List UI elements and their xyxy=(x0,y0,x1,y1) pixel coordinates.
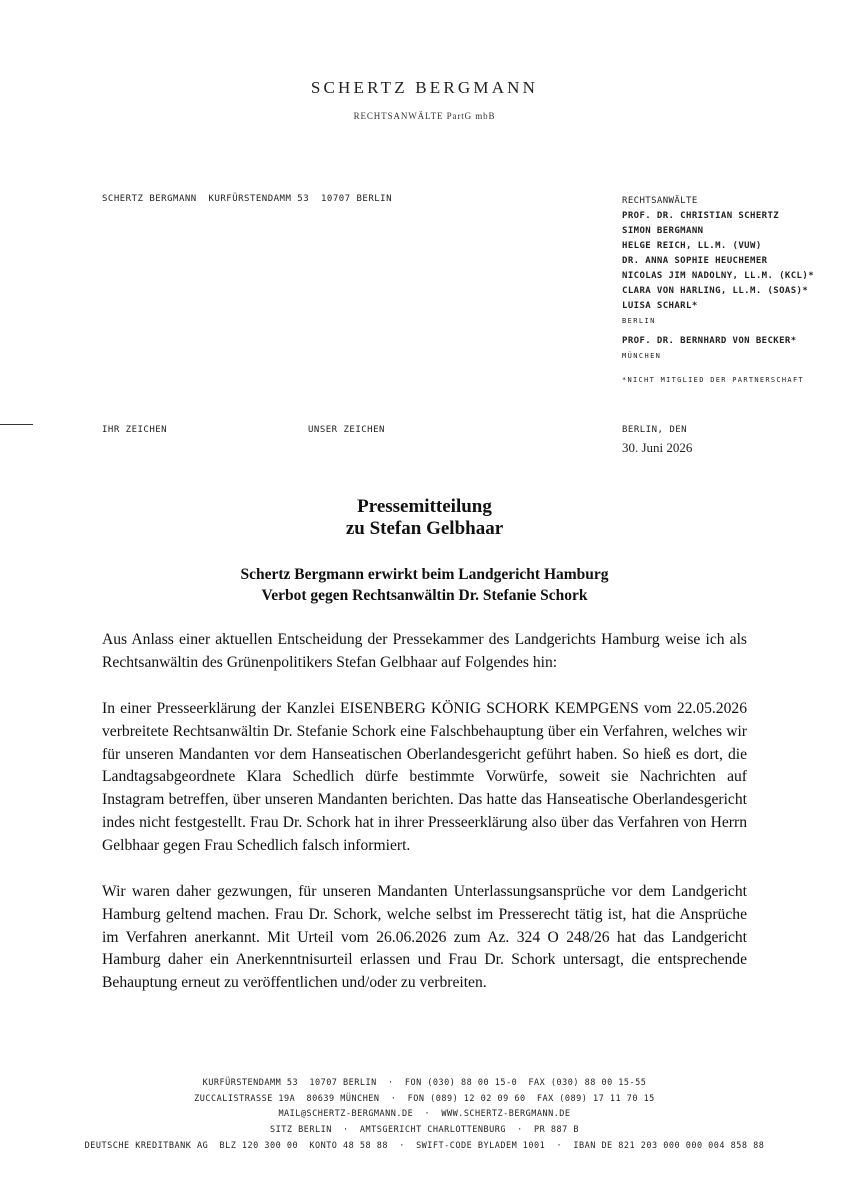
footer-line: KURFÜRSTENDAMM 53 10707 BERLIN · FON (030) 88 00 15-0 FAX (030) 88 00 15-55 xyxy=(202,1078,647,1088)
footer-line: SITZ BERLIN · AMTSGERICHT CHARLOTTENBURG · PR 887 B xyxy=(270,1125,579,1136)
unser-zeichen-label: UNSER ZEICHEN xyxy=(308,425,385,435)
subtitle-line: Verbot gegen Rechtsanwältin Dr. Stefanie Schork xyxy=(261,587,588,604)
partner-name: LUISA SCHARL* xyxy=(622,301,698,311)
partner-name: SIMON BERGMANN xyxy=(622,226,704,236)
fold-mark xyxy=(0,424,33,425)
partner-name: PROF. DR. BERNHARD VON BECKER* xyxy=(622,336,797,346)
footer-line: DEUTSCHE KREDITBANK AG BLZ 120 300 00 KONTO 48 58 88 · SWIFT-CODE BYLADEM 1001 · IBAN DE 821 203 000 000 004 858 88 xyxy=(84,1140,765,1151)
body-paragraph: Aus Anlass einer aktuellen Entscheidung der Pressekammer des Landgerichts Hamburg weise ich als Rechtsanwältin des Grünenpolitikers Stefan Gelbhaar auf Folgendes hin: xyxy=(102,631,747,671)
partner-name: HELGE REICH, LL.M. (VUW) xyxy=(622,241,762,251)
firm-name: SCHERTZ BERGMANN xyxy=(310,78,539,97)
partner-list xyxy=(622,194,814,388)
partner-name: NICOLAS JIM NADOLNY, LL.M. (KCL)* xyxy=(622,271,815,281)
partner-name: CLARA VON HARLING, LL.M. (SOAS)* xyxy=(622,286,809,296)
footer-line: ZUCCALISTRASSE 19A 80639 MÜNCHEN · FON (089) 12 02 09 60 FAX (089) 17 11 70 15 xyxy=(194,1093,655,1104)
office-city-muenchen: MÜNCHEN xyxy=(622,352,662,360)
letter-date: 30. Juni 2026 xyxy=(622,440,693,455)
body-paragraph: In einer Presseerklärung der Kanzlei EISENBERG KÖNIG SCHORK KEMPGENS vom 22.05.2026 verbreitete Rechtsanwältin Dr. Stefanie Schork eine Falschbehauptung über ein Verfahren, welches wir für unseren Mandanten vor dem Hanseatischen Oberlandesgericht geführt haben. So hieß es dort, die Landtagsabgeordnete Klara Schedlich dürfe bestimmte Vorwürfe, soweit sie Nachrichten auf Instagram betreffen, über unseren Mandanten berichten. Das hatte das Hanseatische Oberlandesgericht indes nicht festgestellt. Frau Dr. Schork hat in ihrer Presseerklärung also über das Verfahren von Herrn Gelbhaar gegen Frau Schedlich falsch informiert. xyxy=(102,700,747,854)
partner-name: DR. ANNA SOPHIE HEUCHEMER xyxy=(622,256,768,266)
firm-subtitle: RECHTSANWÄLTE PartG mbB xyxy=(353,111,496,121)
body-paragraph: Wir waren daher gezwungen, für unseren Mandanten Unterlassungsansprüche vor dem Landgericht Hamburg geltend machen. Frau Dr. Schork, welche selbst im Presserecht tätig ist, hat die Ansprüche im Verfahren anerkannt. Mit Urteil vom 26.06.2026 zum Az. 324 O 248/26 hat das Landgericht Hamburg daher ein Anerkenntnisurteil erlassen und Frau Dr. Schork untersagt, die entsprechende Behauptung erneut zu veröffentlichen und/oder zu verbreiten. xyxy=(102,883,747,992)
title-line: zu Stefan Gelbhaar xyxy=(345,518,504,539)
ihr-zeichen-label: IHR ZEICHEN xyxy=(102,425,168,435)
title-line: Pressemitteilung xyxy=(357,496,492,517)
document-title xyxy=(0,496,849,540)
document-subtitle xyxy=(0,564,849,606)
sender-address-line: SCHERTZ BERGMANN KURFÜRSTENDAMM 53 10707 BERLIN xyxy=(102,194,393,204)
partnership-footnote: *NICHT MITGLIED DER PARTNERSCHAFT xyxy=(622,376,804,384)
footer-line: MAIL@SCHERTZ-BERGMANN.DE · WWW.SCHERTZ-BERGMANN.DE xyxy=(278,1109,571,1120)
letter-footer xyxy=(0,1076,849,1155)
office-city-berlin: BERLIN xyxy=(622,317,656,325)
place-date-label: BERLIN, DEN xyxy=(622,425,688,435)
subtitle-line: Schertz Bergmann erwirkt beim Landgericht Hamburg xyxy=(240,566,609,583)
partner-list-heading: RECHTSANWÄLTE xyxy=(622,196,698,206)
partner-name: PROF. DR. CHRISTIAN SCHERTZ xyxy=(622,211,780,221)
